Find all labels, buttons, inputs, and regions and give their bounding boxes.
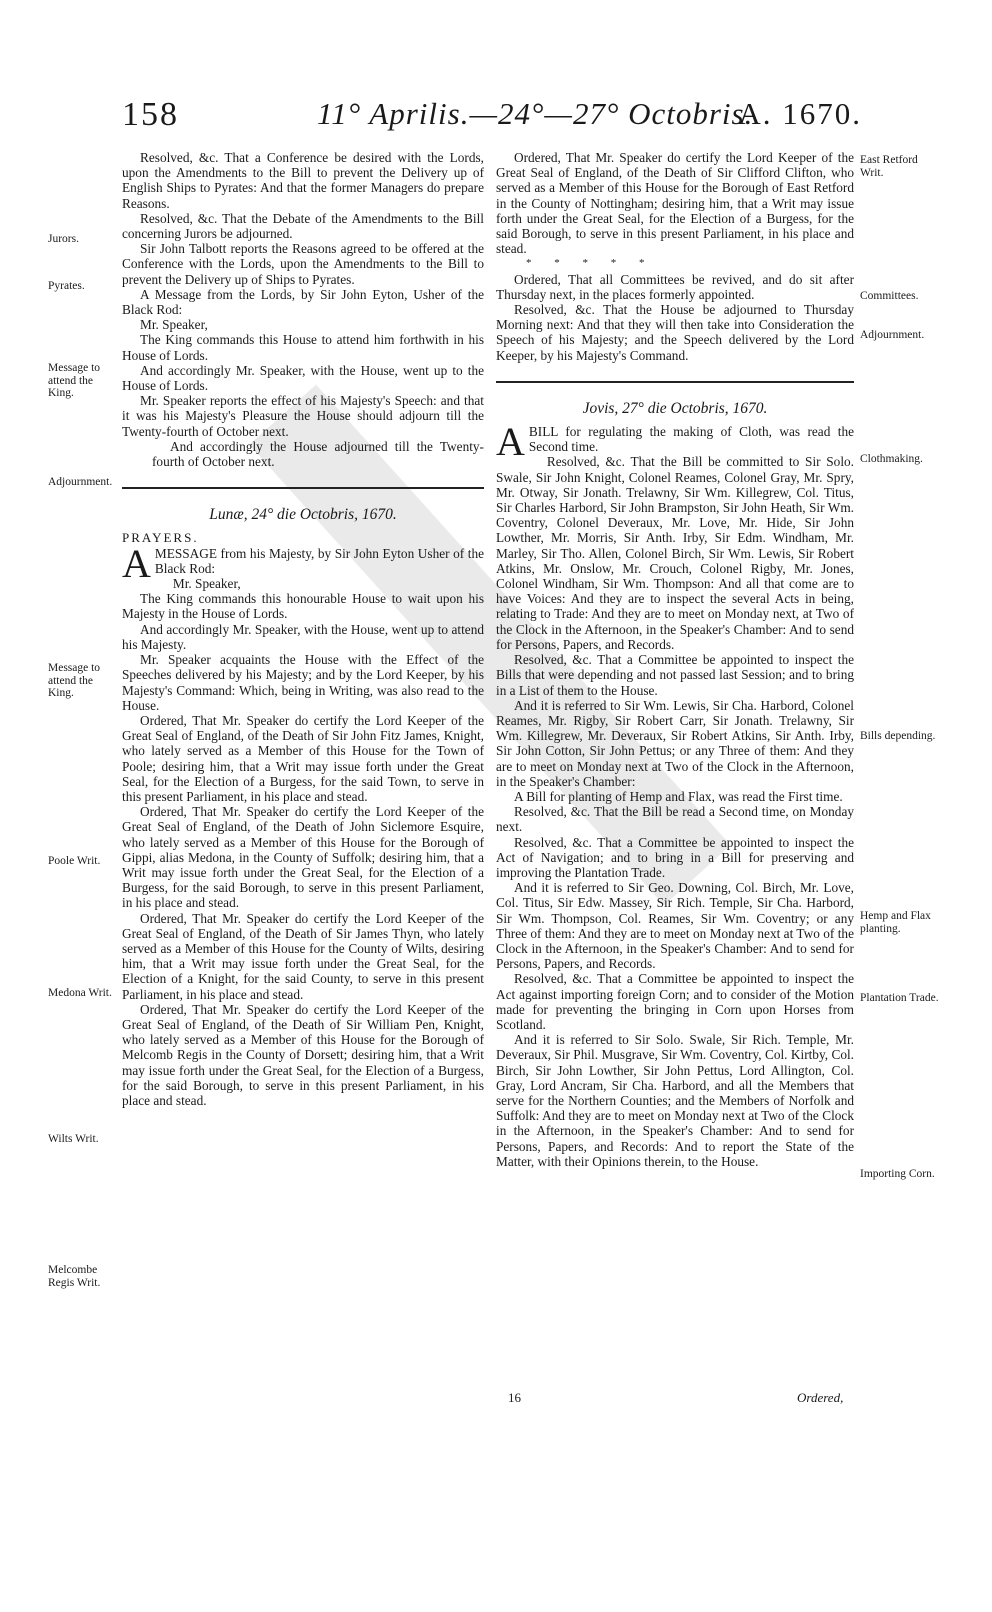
paragraph: Resolved, &c. That the Bill be read a Second time, on Monday next. xyxy=(496,804,854,835)
paragraph: And it is referred to Sir Geo. Downing, Col. Birch, Mr. Love, Col. Titus, Sir Edw. Massey, Sir Rich. Temple, Sir Cha. Harbord, Sir Wm. Thompson, Col. Reames, Sir Wm. Coventry; or any Three of them: And they are to meet on Monday next at Two of the Clock in the Afternoon, in the Speaker's Chamber: And to send for Persons, Papers, and Records. xyxy=(496,880,854,972)
margin-note: Melcombe Regis Writ. xyxy=(48,1264,101,1289)
paragraph: Mr. Speaker reports the effect of his Majesty's Speech: and that it was his Majesty's Pleasure the House should adjourn till the Twenty-fourth of October next. xyxy=(122,393,484,439)
section-rule xyxy=(496,381,854,383)
margin-note: Bills depending. xyxy=(860,730,936,742)
paragraph: Ordered, That Mr. Speaker do certify the Lord Keeper of the Great Seal of England, of the Death of Sir William Pen, Knight, who lately served as a Member of this House for the Borough of Melcomb Regis in the County of Dorsett; desiring him, that a Writ may issue forth under the Great Seal, for the Election of a Burgess, for the said Borough, to serve in this present Parliament, in his place and stead. xyxy=(122,1001,484,1108)
margin-note: Medona Writ. xyxy=(48,987,112,999)
margin-note: Hemp and Flax planting. xyxy=(860,910,931,935)
day-heading: Jovis, 27° die Octobris, 1670. xyxy=(582,399,768,417)
paragraph: Resolved, &c. That a Committee be appointed to inspect the Bills that were depending and not passed last Session; and to bring in a List of them to the House. xyxy=(496,652,854,698)
margin-note: Wilts Writ. xyxy=(48,1133,99,1145)
margin-note: East Retford Writ. xyxy=(860,154,918,179)
margin-note: Adjournment. xyxy=(48,476,113,488)
paragraph: Ordered, That Mr. Speaker do certify the Lord Keeper of the Great Seal of England, of the Death of Sir John Fitz James, Knight, who lately served as a Member of this House for the Town of Poole; desiring him, that a Writ may issue forth under the Great Seal, for the Election of a Burgess, for the said Town, to serve in this present Parliament, in his place and stead. xyxy=(122,712,484,804)
paragraph: Ordered, That all Committees be revived, and do sit after Thursday next, in the places formerly appointed. xyxy=(496,271,854,302)
drop-cap: A xyxy=(122,540,151,586)
paragraph: Mr. Speaker, xyxy=(172,576,241,592)
margin-note: Jurors. xyxy=(48,233,79,245)
paragraph: And accordingly the House adjourned till the Twenty-fourth of October next. xyxy=(152,438,484,470)
paragraph: Resolved, &c. That a Committee be appointed to inspect the Act of Navigation; and to bring in a Bill for preserving and improving the Plantation Trade. xyxy=(496,834,854,880)
margin-note: Clothmaking. xyxy=(860,453,923,465)
paragraph: The King commands this honourable House to wait upon his Majesty in the House of Lords. xyxy=(122,591,484,622)
paragraph: ABILL for regulating the making of Cloth, was read the Second time. xyxy=(496,419,854,465)
paragraph: A Bill for planting of Hemp and Flax, was read the First time. xyxy=(514,788,843,804)
running-title-dates: 11° Aprilis.—24°—27° Octobris. xyxy=(317,96,754,131)
paragraph: Sir John Talbott reports the Reasons agreed to be offered at the Conference with the Lords, upon the Amendments to the Bill to prevent the Delivery up of Ships to Pyrates. xyxy=(122,241,484,287)
paragraph: And accordingly Mr. Speaker, with the House, went up to the House of Lords. xyxy=(122,362,484,394)
day-heading: Lunæ, 24° die Octobris, 1670. xyxy=(209,506,397,524)
margin-note: Message to attend the King. xyxy=(48,362,101,399)
paragraph: And it is referred to Sir Solo. Swale, Sir Rich. Temple, Mr. Deveraux, Sir Phil. Musgrave, Sir Wm. Coventry, Col. Kirtby, Col. Birch, Sir John Lowther, Sir John Pettus, Lord Allington, Col. Gray, Lord Ancram, Sir Cha. Harbord, and all the Members that serve for the Northern Counties; and the Members of Norfolk and Suffolk: And they are to meet on Monday next at Two of the Clock in the Afternoon, in the Speaker's Chamber: And to send for Persons, Papers, and Records: And to report the State of the Matter, with their Opinions therein, to the House. xyxy=(496,1032,854,1169)
paragraph: Ordered, That Mr. Speaker do certify the Lord Keeper of the Great Seal of England, of the Death of John Siclemore Esquire, who lately served as a Member of this House for the Borough of Gippi, alias Medona, in the County of Suffolk; desiring him, that a Writ may issue forth under the Great Seal, for the Election of a Burgess, for the said Borough, to serve in this present Parliament, in his place and stead. xyxy=(122,804,484,911)
margin-note: Committees. xyxy=(860,290,919,302)
signature-mark: 16 xyxy=(508,1390,521,1405)
page-number: 158 xyxy=(122,96,179,133)
paragraph: Resolved, &c. That a Committee be appointed to inspect the Act against importing foreign Corn; and to consider of the Motion made for preventing the bringing in Corn upon Horses from Scotland. xyxy=(496,971,854,1032)
paragraph: Resolved, &c. That the Bill be committed to Sir Solo. Swale, Sir John Knight, Colonel Reames, Colonel Gray, Mr. Spry, Mr. Otway, Sir Jonath. Trelawny, Sir Wm. Killegrew, Col. Titus, Sir Charles Harbord, Sir John Brampston, Sir John Heath, Sir Wm. Coventry, Colonel Deveraux, Mr. Love, Mr. Hide, Sir John Lowther, Mr. Morris, Sir Anth. Irby, Sir Edm. Windham, Mr. Marley, Sir Tho. Allen, Colonel Birch, Sir Wm. Lewis, Sir Robert Atkins, Mr. Onslow, Mr. Crouch, Colonel Rigby, Mr. Jones, Colonel Windham, Sir Wm. Thompson: And all that come are to have Voices: And they are to inspect the several Acts in being, relating to Trade: And they are to meet on Monday next, at Two of the Clock in the Afternoon, in the Speaker's Chamber: And to send for Persons, Papers, and Records. xyxy=(496,454,854,652)
margin-note: Poole Writ. xyxy=(48,855,101,867)
margin-note: Adjournment. xyxy=(860,329,925,341)
paragraph: And it is referred to Sir Wm. Lewis, Sir Cha. Harbord, Colonel Reames, Mr. Rigby, Sir Robert Carr, Sir Jonath. Trelawny, Sir Wm. Killegrew, Mr. Deveraux, Sir Robert Atkins, Sir Anth. Irby, Sir John Cotton, Sir John Pettus; or any Three of them: And they are to meet on Monday next at Two of the Clock in the Afternoon, in the Speaker's Chamber: xyxy=(496,697,854,789)
drop-cap: A xyxy=(496,419,525,465)
margin-note: Message to attend the King. xyxy=(48,662,101,699)
paragraph: Resolved, &c. That the Debate of the Amendments to the Bill concerning Jurors be adjourned. xyxy=(122,210,484,242)
paragraph: Mr. Speaker, xyxy=(140,317,208,333)
prayers-heading: PRAYERS. xyxy=(122,530,199,546)
paragraph: The King commands this House to attend him forthwith in his House of Lords. xyxy=(122,332,484,363)
paragraph: A Message from the Lords, by Sir John Eyton, Usher of the Black Rod: xyxy=(122,286,484,318)
paragraph: Ordered, That Mr. Speaker do certify the Lord Keeper of the Great Seal of England, of the Death of Sir Clifford Clifton, who served as a Member of this House for the Borough of East Retford in the County of Nottingham; desiring him, that a Writ may issue forth under the Great Seal, for the Election of a Burgess, for the said Borough, to serve in this present Parliament, in his place and stead. xyxy=(496,150,854,257)
catchword: Ordered, xyxy=(797,1390,844,1405)
paragraph: Ordered, That Mr. Speaker do certify the Lord Keeper of the Great Seal of England, of the Death of Sir James Thyn, who lately served as a Member of this House for the County of Wilts, desiring him, that a Writ may issue forth under the Great Seal, for the Election of a Knight, for the said County, to serve in this present Parliament, in his place and stead. xyxy=(122,910,484,1002)
right-column xyxy=(496,150,854,1169)
page-header xyxy=(122,96,862,144)
margin-note: Importing Corn. xyxy=(860,1168,935,1180)
margin-note: Plantation Trade. xyxy=(860,992,939,1004)
section-rule xyxy=(122,487,484,489)
paragraph: Resolved, &c. That a Conference be desired with the Lords, upon the Amendments to the Bill to prevent the Delivery up of English Ships to Pyrates: And that the former Managers do prepare Reasons. xyxy=(122,150,484,211)
paragraph: AMESSAGE from his Majesty, by Sir John Eyton Usher of the Black Rod: xyxy=(122,540,484,586)
running-title-year: A. 1670. xyxy=(738,96,862,131)
left-column xyxy=(122,150,484,1108)
asterisks: * * * * * xyxy=(526,257,655,270)
paragraph: And accordingly Mr. Speaker, with the House, went up to attend his Majesty. xyxy=(122,621,484,652)
paragraph: Mr. Speaker acquaints the House with the Effect of the Speeches delivered by his Majesty; and by the Lord Keeper, by his Majesty's Command: Which, being in Writing, was also read to the House. xyxy=(122,652,484,713)
margin-note: Pyrates. xyxy=(48,280,85,292)
paragraph: Resolved, &c. That the House be adjourned to Thursday Morning next: And that they will then take into Consideration the Speech of his Majesty; and the Speech delivered by the Lord Keeper, by his Majesty's Command. xyxy=(496,302,854,363)
